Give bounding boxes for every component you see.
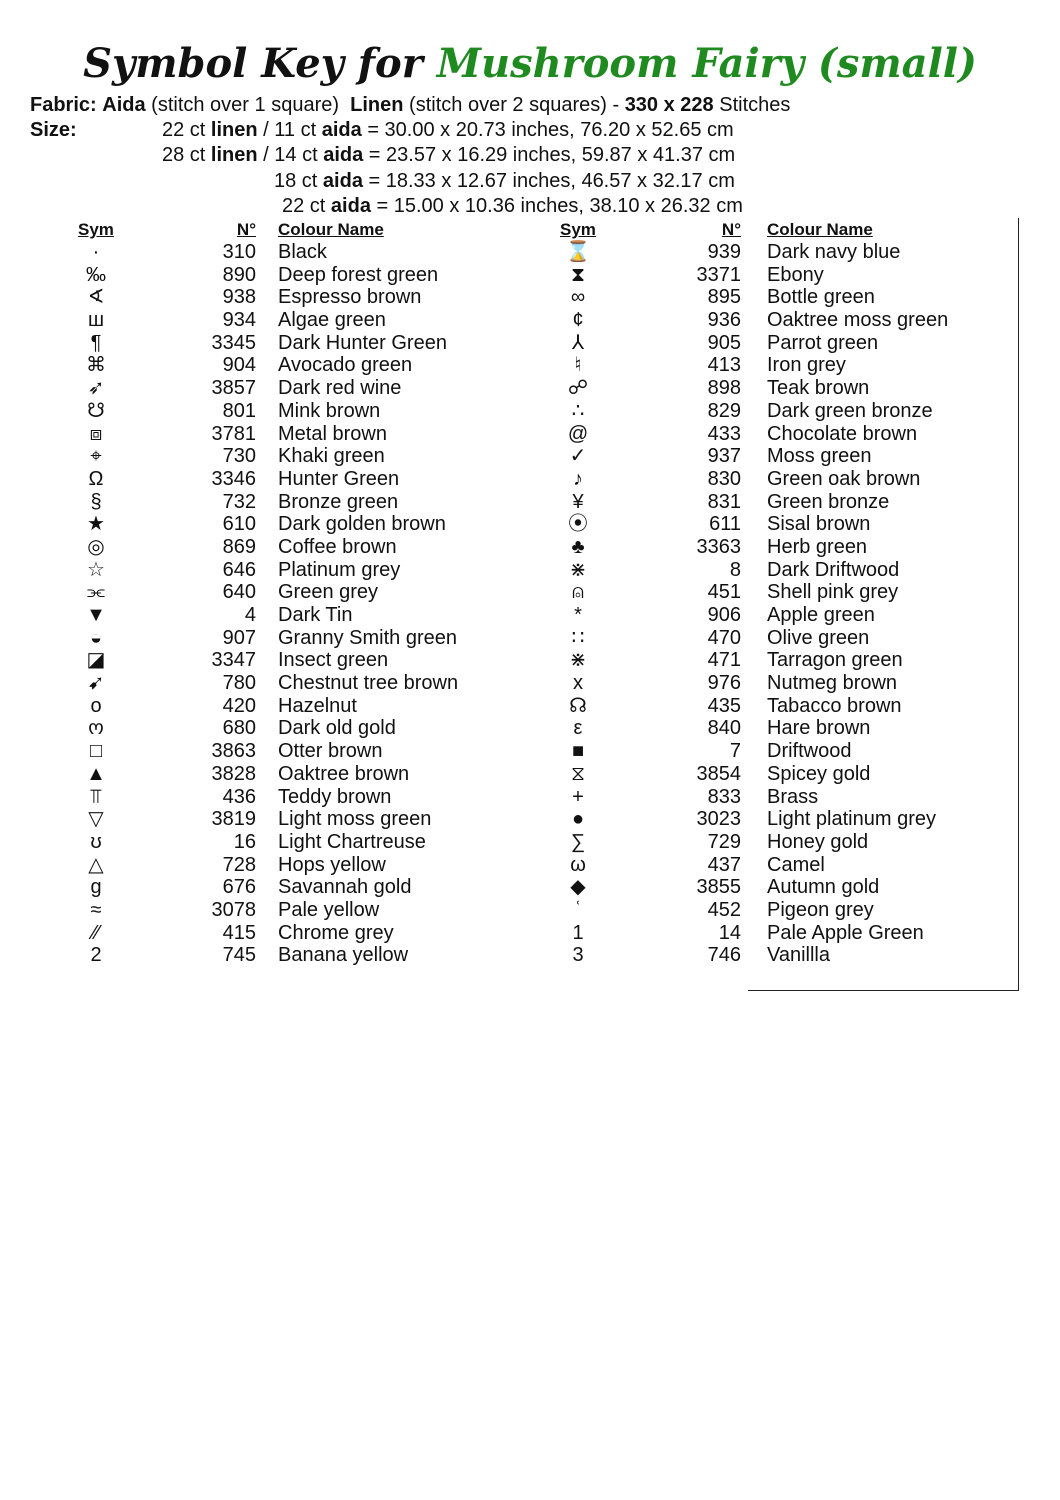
symbol-glyph: ▲	[86, 762, 106, 785]
symbol-glyph: ⧗	[570, 263, 586, 286]
size-line: 22 ct aida = 15.00 x 10.36 inches, 38.10 x 26.32 cm	[282, 195, 743, 217]
colour-name: Driftwood	[767, 740, 852, 763]
thread-number: 732	[222, 490, 256, 513]
colour-name: Dark golden brown	[278, 513, 446, 536]
symbol-glyph: ♪	[573, 467, 583, 490]
thread-number: 3371	[696, 263, 741, 286]
right-num-column	[661, 241, 741, 967]
thread-number: 907	[222, 626, 256, 649]
thread-number: 452	[707, 898, 741, 921]
thread-number: 869	[222, 535, 256, 558]
symbol-glyph: ∷	[571, 626, 585, 649]
symbol-glyph: ◒	[89, 626, 103, 649]
thread-number: 437	[707, 853, 741, 876]
symbol-glyph: ¢	[572, 309, 584, 332]
thread-number: 3854	[696, 762, 741, 785]
thread-number: 3346	[211, 467, 256, 490]
thread-number: 934	[222, 309, 256, 332]
symbol-glyph: ¥	[572, 490, 584, 513]
symbol-glyph: ო	[88, 717, 104, 740]
colour-name: Dark green bronze	[767, 399, 933, 422]
symbol-glyph: ⁄⁄	[92, 921, 100, 944]
colour-name: Light moss green	[278, 808, 432, 831]
colour-name: Bronze green	[278, 490, 399, 513]
thread-number: 610	[222, 513, 256, 536]
thread-number: 3078	[211, 898, 256, 921]
fabric-linen: Linen	[350, 94, 404, 116]
symbol-glyph: 1	[572, 921, 584, 944]
symbol-glyph: ·	[92, 241, 100, 263]
symbol-glyph: ⦿	[568, 513, 588, 536]
colour-name: Bottle green	[767, 286, 875, 309]
colour-name: Teddy brown	[278, 785, 392, 808]
header-num-right: N°	[721, 220, 741, 239]
colour-name: Oaktree moss green	[767, 309, 949, 332]
left-name-column	[278, 241, 458, 967]
thread-number: 451	[707, 581, 741, 604]
colour-name: Olive green	[767, 626, 870, 649]
thread-number: 3819	[211, 808, 256, 831]
size-line: 28 ct linen / 14 ct aida = 23.57 x 16.29 inches, 59.87 x 41.37 cm	[162, 144, 736, 166]
colour-name: Dark old gold	[278, 717, 396, 740]
thread-number: 3363	[696, 535, 741, 558]
colour-name: Spicey gold	[767, 762, 871, 785]
symbol-glyph: ∴	[571, 399, 585, 422]
symbol-glyph: ω	[570, 853, 586, 876]
colour-name: Algae green	[278, 309, 386, 332]
symbol-glyph: ¶	[90, 331, 102, 354]
thread-number: 415	[222, 921, 256, 944]
thread-number: 890	[222, 263, 256, 286]
symbol-glyph: ʿ	[574, 898, 582, 921]
colour-name: Savannah gold	[278, 876, 412, 899]
thread-number: 801	[222, 399, 256, 422]
symbol-glyph: ◎	[87, 535, 105, 558]
symbol-glyph: ➶	[87, 377, 105, 400]
thread-number: 939	[707, 241, 741, 263]
symbol-glyph: *	[574, 604, 582, 626]
thread-number: 3781	[211, 422, 256, 445]
header-name-left: Colour Name	[278, 220, 384, 239]
thread-number: 833	[707, 785, 741, 808]
colour-name: Shell pink grey	[767, 581, 899, 604]
symbol-glyph: ▽	[88, 808, 104, 831]
thread-number: 3863	[211, 740, 256, 763]
fabric-label: Fabric:	[30, 94, 97, 116]
thread-number: 3855	[696, 876, 741, 899]
symbol-glyph: ★	[87, 513, 105, 536]
symbol-glyph: ◪	[86, 649, 106, 672]
symbol-glyph: ♮	[574, 354, 582, 377]
fabric-aida: Aida	[102, 94, 146, 116]
symbol-glyph: △	[88, 853, 104, 876]
thread-number: 470	[707, 626, 741, 649]
colour-name: Deep forest green	[278, 263, 439, 286]
thread-number: 436	[222, 785, 256, 808]
symbol-glyph: ✓	[569, 445, 587, 468]
thread-number: 611	[709, 513, 741, 536]
colour-name: Platinum grey	[278, 558, 401, 581]
symbol-glyph: 2	[90, 944, 102, 967]
colour-name: Chestnut tree brown	[278, 672, 459, 695]
colour-name: Tarragon green	[767, 649, 903, 672]
right-name-column	[767, 241, 948, 967]
symbol-glyph: ⫪	[90, 785, 102, 808]
colour-name: Hare brown	[767, 717, 871, 740]
right-sym-column	[548, 241, 608, 967]
title-prefix: Symbol Key for	[83, 40, 423, 87]
symbol-glyph: ‰	[86, 263, 106, 286]
fabric-aida-note: (stitch over 1 square)	[151, 94, 340, 116]
symbol-glyph: ⧈	[89, 422, 103, 445]
symbol-glyph: g	[90, 876, 102, 899]
thread-number: 435	[707, 694, 741, 717]
colour-name: Espresso brown	[278, 286, 422, 309]
thread-number: 829	[707, 399, 741, 422]
thread-number: 936	[707, 309, 741, 332]
colour-name: Mink brown	[278, 399, 381, 422]
symbol-glyph: ☋	[87, 399, 105, 422]
symbol-glyph: ∢	[87, 286, 105, 309]
symbol-glyph: ε	[573, 717, 583, 740]
page-title	[0, 40, 1060, 87]
thread-number: 729	[707, 830, 741, 853]
symbol-glyph: x	[573, 672, 583, 695]
thread-number: 937	[707, 445, 741, 468]
symbol-glyph: Ω	[88, 467, 104, 490]
colour-name: Chrome grey	[278, 921, 394, 944]
thread-number: 3857	[211, 377, 256, 400]
colour-name: Moss green	[767, 445, 872, 468]
header-sym-right: Sym	[560, 220, 596, 239]
colour-name: Sisal brown	[767, 513, 871, 536]
colour-name: Herb green	[767, 535, 868, 558]
thread-number: 3347	[211, 649, 256, 672]
symbol-glyph: +	[572, 785, 584, 808]
size-line: 22 ct linen / 11 ct aida = 30.00 x 20.73 inches, 76.20 x 52.65 cm	[162, 119, 734, 141]
symbol-glyph: ☊	[569, 694, 587, 717]
colour-name: Insect green	[278, 649, 389, 672]
colour-name: Nutmeg brown	[767, 672, 898, 695]
stitch-count: 330 x 228	[624, 94, 714, 116]
thread-number: 3345	[211, 331, 256, 354]
thread-number: 310	[222, 241, 256, 263]
symbol-glyph: §	[90, 490, 102, 513]
header-num-left: N°	[236, 220, 256, 239]
colour-name: Iron grey	[767, 354, 846, 377]
thread-number: 898	[707, 377, 741, 400]
colour-name: Dark red wine	[278, 377, 402, 400]
colour-name: Pale yellow	[278, 898, 380, 921]
symbol-glyph: ●	[571, 808, 585, 831]
left-sym-column	[66, 241, 126, 967]
symbol-glyph: ⅄	[571, 331, 585, 354]
header-sym-left: Sym	[78, 220, 114, 239]
table-border-bottom	[748, 990, 1019, 991]
symbol-glyph: 3	[572, 944, 584, 967]
symbol-glyph: ➹	[87, 672, 105, 695]
thread-number: 676	[222, 876, 256, 899]
thread-number: 640	[222, 581, 256, 604]
thread-number: 16	[233, 830, 256, 853]
colour-name: Khaki green	[278, 445, 385, 468]
fabric-line	[30, 94, 790, 117]
colour-name: Pigeon grey	[767, 898, 874, 921]
colour-name: Green oak brown	[767, 467, 921, 490]
colour-name: Ebony	[767, 263, 824, 286]
colour-name: Green grey	[278, 581, 379, 604]
size-label: Size:	[30, 119, 77, 141]
colour-name: Light platinum grey	[767, 808, 936, 831]
colour-name: Hazelnut	[278, 694, 357, 717]
thread-number: 3828	[211, 762, 256, 785]
thread-number: 746	[707, 944, 741, 967]
header-name-right: Colour Name	[767, 220, 873, 239]
thread-number: 433	[707, 422, 741, 445]
colour-name: Metal brown	[278, 422, 387, 445]
thread-number: 413	[707, 354, 741, 377]
symbol-glyph: ⌘	[86, 354, 106, 377]
colour-name: Banana yellow	[278, 944, 409, 967]
thread-number: 680	[222, 717, 256, 740]
colour-name: Honey gold	[767, 830, 869, 853]
colour-name: Granny Smith green	[278, 626, 457, 649]
symbol-glyph: ∞	[570, 286, 586, 309]
thread-number: 904	[222, 354, 256, 377]
colour-name: Hops yellow	[278, 853, 386, 876]
thread-number: 745	[222, 944, 256, 967]
thread-number: 4	[244, 604, 256, 626]
thread-number: 14	[718, 921, 741, 944]
symbol-glyph: ∑	[570, 830, 586, 853]
thread-number: 938	[222, 286, 256, 309]
symbol-glyph: ▼	[86, 604, 106, 626]
colour-name: Dark Driftwood	[767, 558, 900, 581]
colour-name: Dark Tin	[278, 604, 353, 626]
colour-name: Tabacco brown	[767, 694, 902, 717]
symbol-glyph: o	[90, 694, 102, 717]
symbol-glyph: ⧖	[570, 762, 586, 785]
colour-name: Apple green	[767, 604, 875, 626]
symbol-glyph: ⌛	[565, 241, 591, 263]
thread-number: 420	[222, 694, 256, 717]
fabric-linen-note: (stitch over 2 squares) -	[409, 94, 620, 116]
colour-name: Coffee brown	[278, 535, 397, 558]
left-num-column	[176, 241, 256, 967]
colour-name: Pale Apple Green	[767, 921, 924, 944]
symbol-glyph: ⫘	[87, 581, 105, 604]
symbol-glyph: ʊ	[90, 830, 102, 853]
size-line: 18 ct aida = 18.33 x 12.67 inches, 46.57 x 32.17 cm	[274, 170, 735, 192]
symbol-glyph: ш	[87, 309, 105, 332]
thread-number: 7	[729, 740, 741, 763]
stitch-label: Stitches	[719, 94, 791, 116]
symbol-glyph: ⌖	[90, 445, 102, 468]
symbol-glyph: ≈	[90, 898, 102, 921]
table-border-right	[1018, 218, 1019, 990]
thread-number: 730	[222, 445, 256, 468]
symbol-glyph: @	[567, 422, 589, 445]
symbol-glyph: ⋇	[569, 558, 587, 581]
symbol-glyph: ■	[571, 740, 585, 763]
colour-name: Teak brown	[767, 377, 870, 400]
colour-name: Light Chartreuse	[278, 830, 426, 853]
thread-number: 3023	[696, 808, 741, 831]
symbol-glyph: ☆	[87, 558, 105, 581]
colour-name: Camel	[767, 853, 825, 876]
colour-name: Autumn gold	[767, 876, 880, 899]
thread-number: 471	[707, 649, 741, 672]
pattern-name: Mushroom Fairy (small)	[436, 40, 977, 87]
colour-name: Chocolate brown	[767, 422, 918, 445]
thread-number: 8	[729, 558, 741, 581]
thread-number: 780	[222, 672, 256, 695]
thread-number: 906	[707, 604, 741, 626]
symbol-glyph: ◆	[570, 876, 586, 899]
colour-name: Dark navy blue	[767, 241, 901, 263]
colour-name: Hunter Green	[278, 467, 400, 490]
colour-name: Brass	[767, 785, 819, 808]
thread-number: 646	[222, 558, 256, 581]
colour-name: Vanillla	[767, 944, 830, 967]
thread-number: 831	[707, 490, 741, 513]
symbol-glyph: ♣	[571, 535, 585, 558]
symbol-glyph: □	[89, 740, 103, 763]
colour-name: Oaktree brown	[278, 762, 410, 785]
colour-name: Parrot green	[767, 331, 879, 354]
symbol-glyph: ☍	[567, 377, 589, 400]
colour-name: Black	[278, 241, 327, 263]
colour-name: Otter brown	[278, 740, 383, 763]
thread-number: 905	[707, 331, 741, 354]
thread-number: 840	[707, 717, 741, 740]
thread-number: 728	[222, 853, 256, 876]
colour-name: Dark Hunter Green	[278, 331, 447, 354]
symbol-glyph: ⋇	[569, 649, 587, 672]
thread-number: 976	[707, 672, 741, 695]
thread-number: 830	[707, 467, 741, 490]
symbol-glyph: ⍝	[572, 581, 584, 604]
colour-name: Green bronze	[767, 490, 890, 513]
thread-number: 895	[707, 286, 741, 309]
colour-name: Avocado green	[278, 354, 413, 377]
